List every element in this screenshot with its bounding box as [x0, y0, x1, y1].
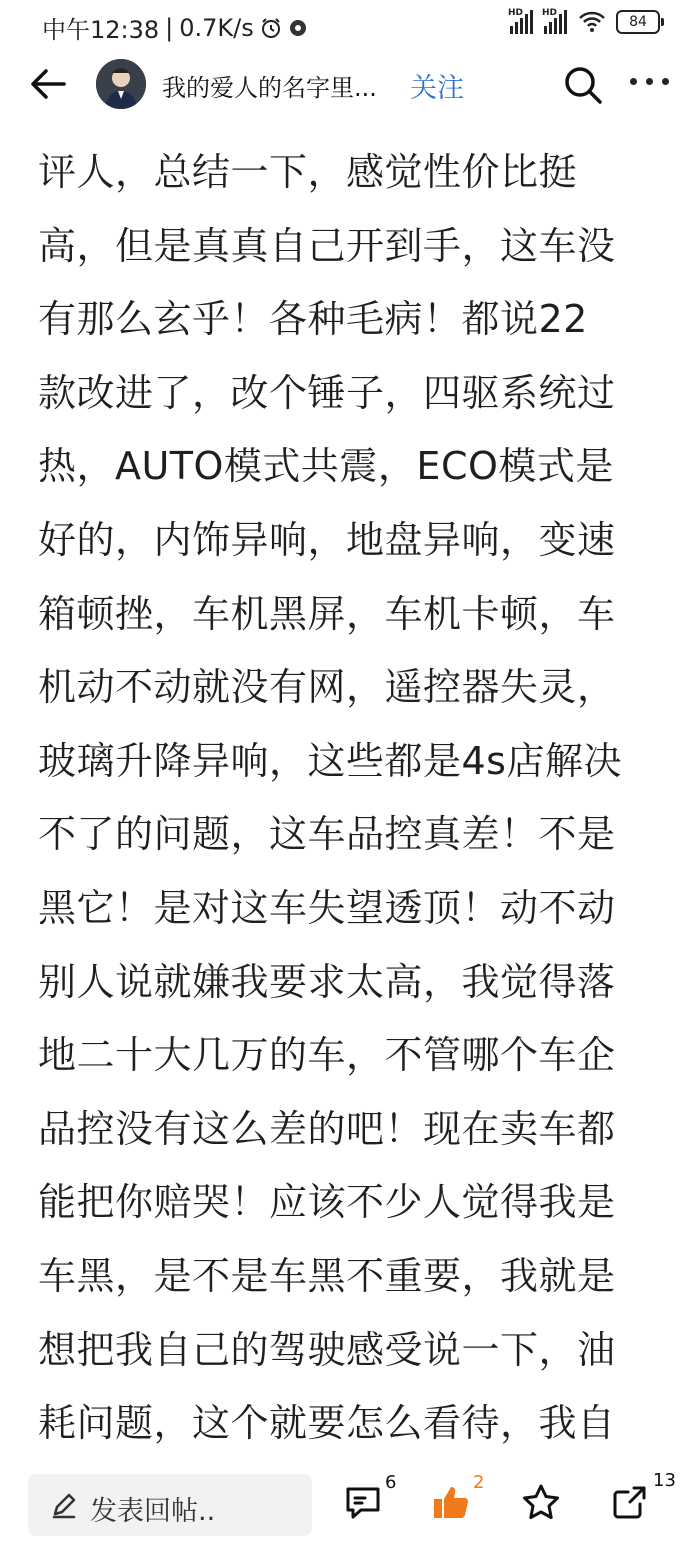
alarm-icon	[260, 17, 282, 39]
pen-icon	[50, 1491, 78, 1519]
avatar[interactable]	[96, 59, 146, 109]
network-speed: 0.7K/s	[179, 13, 254, 42]
comment-icon[interactable]	[343, 1482, 383, 1522]
post-line: 热，AUTO模式共震，ECO模式是	[38, 444, 614, 489]
post-line: 高，但是真真自己开到手，这车没	[38, 223, 616, 268]
like-count: 2	[473, 1472, 485, 1493]
post-line: 车黑，是不是车黑不重要，我就是	[38, 1253, 616, 1298]
comment-count: 6	[385, 1472, 397, 1493]
status-right	[510, 10, 660, 34]
post-line: 评人，总结一下，感觉性价比挺	[38, 150, 578, 194]
page-title[interactable]: 我的爱人的名字里...	[162, 74, 377, 102]
nav-header	[0, 52, 700, 116]
avatar-image	[96, 59, 146, 109]
follow-button[interactable]: 关注	[410, 73, 464, 104]
more-icon[interactable]	[630, 78, 674, 90]
bottom-action-bar	[0, 1462, 700, 1555]
post-line: 款改进了，改个锤子，四驱系统过	[38, 370, 616, 415]
status-time: 中午12:38	[42, 16, 160, 44]
back-arrow-icon[interactable]	[28, 66, 68, 102]
wifi-icon	[578, 11, 606, 33]
post-line: 箱顿挫，车机黑屏，车机卡顿，车	[38, 591, 616, 636]
post-line: 能把你赔哭！应该不少人觉得我是	[38, 1180, 616, 1225]
signal-icon	[544, 10, 568, 34]
hd-label: HD	[542, 8, 558, 18]
hd-label: HD	[508, 8, 524, 18]
post-line: 机动不动就没有网，遥控器失灵，	[38, 665, 616, 710]
post-line: 黑它！是对这车失望透顶！动不动	[38, 885, 616, 930]
reply-input[interactable]	[28, 1474, 312, 1536]
signal-icon	[510, 10, 534, 34]
status-left	[42, 10, 308, 45]
post-line: 别人说就嫌我要求太高，我觉得落	[38, 959, 616, 1004]
notification-dot-icon	[288, 18, 308, 38]
status-bar	[0, 0, 700, 52]
post-line: 好的，内饰异响，地盘异响，变速	[38, 517, 616, 562]
post-line: 耗问题，这个就要怎么看待，我自	[38, 1401, 616, 1446]
post-body	[38, 136, 668, 1461]
post-line: 不了的问题，这车品控真差！不是	[38, 812, 616, 857]
post-line: 地二十大几万的车，不管哪个车企	[38, 1033, 616, 1078]
reply-placeholder: 发表回帖..	[90, 1496, 216, 1527]
post-line: 品控没有这么差的吧！现在卖车都	[38, 1106, 616, 1151]
star-icon[interactable]	[521, 1482, 561, 1522]
status-divider: |	[165, 13, 174, 42]
share-icon[interactable]	[610, 1482, 650, 1522]
post-line: 想把我自己的驾驶感受说一下，油	[38, 1327, 616, 1372]
thumbs-up-icon[interactable]	[431, 1482, 471, 1522]
post-line: 玻璃升降异响，这些都是4s店解决	[38, 738, 622, 783]
battery-icon: 84	[616, 10, 660, 34]
post-line: 有那么玄乎！各种毛病！都说22	[38, 297, 588, 342]
search-icon[interactable]	[562, 64, 604, 106]
share-count: 13	[653, 1470, 676, 1491]
